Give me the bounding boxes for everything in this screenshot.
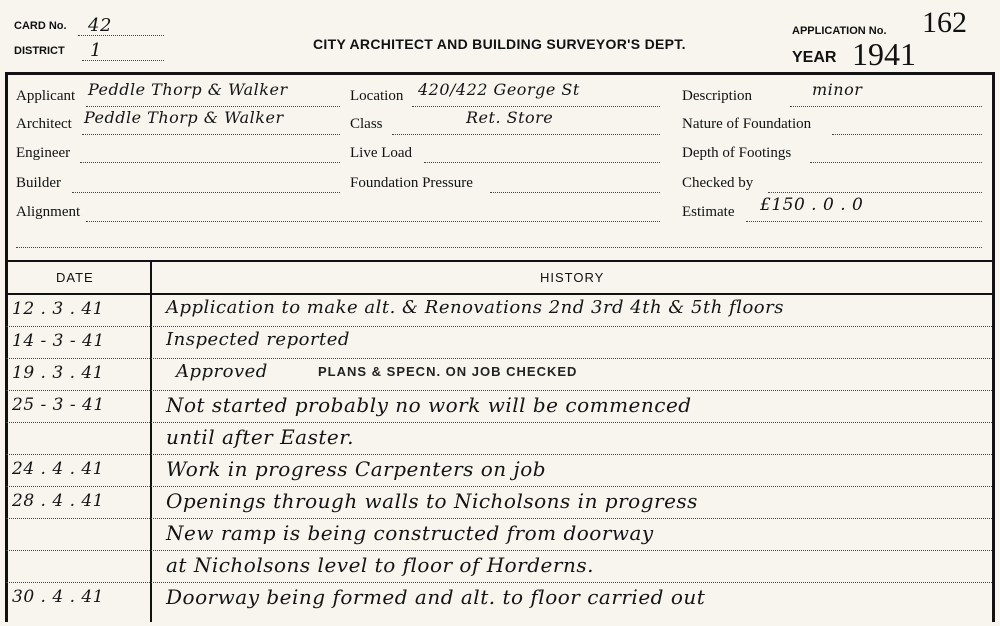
history-column-header: HISTORY (540, 270, 605, 285)
architect-label: Architect (16, 116, 72, 132)
inspection-stamp: PLANS & SPECN. ON JOB CHECKED (318, 364, 578, 379)
engineer-label: Engineer (16, 145, 71, 161)
history-date: 30 . 4 . 41 (12, 587, 105, 607)
applicant-value: Peddle Thorp & Walker (88, 80, 288, 99)
table-row (6, 359, 992, 391)
application-number-label: APPLICATION No. (792, 25, 887, 37)
history-date: 28 . 4 . 41 (12, 491, 105, 511)
nature-of-foundation-label: Nature of Foundation (682, 116, 812, 132)
table-row (6, 455, 992, 487)
history-entry: at Nicholsons level to floor of Horderns. (166, 553, 594, 577)
live-load-label: Live Load (350, 145, 413, 161)
table-row (6, 519, 992, 551)
table-row (6, 295, 992, 327)
date-column-header: DATE (56, 270, 94, 285)
architect-value: Peddle Thorp & Walker (84, 108, 284, 127)
description-value: minor (812, 80, 863, 99)
top-border (5, 72, 995, 75)
history-entry: Openings through walls to Nicholsons in progress (166, 489, 698, 513)
location-label: Location (350, 88, 404, 104)
department-title: CITY ARCHITECT AND BUILDING SURVEYOR'S DEPT. (313, 36, 686, 52)
location-value: 420/422 George St (418, 80, 580, 99)
year-value: 1941 (852, 36, 916, 72)
depth-of-footings-label: Depth of Footings (682, 145, 792, 161)
history-entry: Not started probably no work will be commenced (166, 393, 692, 417)
district-value: 1 (90, 40, 102, 61)
table-row (6, 391, 992, 423)
class-value: Ret. Store (466, 108, 554, 127)
table-row (6, 551, 992, 583)
history-entry: until after Easter. (166, 425, 354, 449)
foundation-pressure-label: Foundation Pressure (350, 175, 473, 191)
table-row (6, 583, 992, 615)
history-entry: Application to make alt. & Renovations 2nd 3rd 4th & 5th floors (166, 297, 784, 318)
district-label: DISTRICT (14, 45, 65, 57)
history-date: 24 . 4 . 41 (12, 459, 105, 479)
history-entry: New ramp is being constructed from doorway (166, 521, 654, 545)
builder-label: Builder (16, 175, 61, 191)
card-number-value: 42 (88, 15, 112, 36)
applicant-label: Applicant (16, 88, 76, 104)
history-entry: Doorway being formed and alt. to floor carried out (166, 585, 706, 609)
class-label: Class (350, 116, 383, 132)
history-date: 25 - 3 - 41 (12, 395, 105, 415)
history-date: 19 . 3 . 41 (12, 363, 105, 383)
right-border (992, 72, 995, 622)
card-number-label: CARD No. (14, 20, 67, 32)
year-label: YEAR (792, 49, 837, 66)
table-row (6, 423, 992, 455)
estimate-label: Estimate (682, 204, 735, 220)
checked-by-label: Checked by (682, 175, 754, 191)
table-row (6, 487, 992, 519)
estimate-value: £150 . 0 . 0 (760, 195, 864, 215)
history-date: 14 - 3 - 41 (12, 331, 105, 351)
application-number-value: 162 (922, 6, 967, 39)
history-date: 12 . 3 . 41 (12, 299, 105, 319)
history-entry: Approved (176, 361, 268, 382)
history-entry: Work in progress Carpenters on job (166, 457, 547, 481)
fields-bottom-border (5, 260, 995, 262)
alignment-label: Alignment (16, 204, 81, 220)
table-row (6, 327, 992, 359)
history-entry: Inspected reported (166, 329, 350, 350)
description-label: Description (682, 88, 752, 104)
